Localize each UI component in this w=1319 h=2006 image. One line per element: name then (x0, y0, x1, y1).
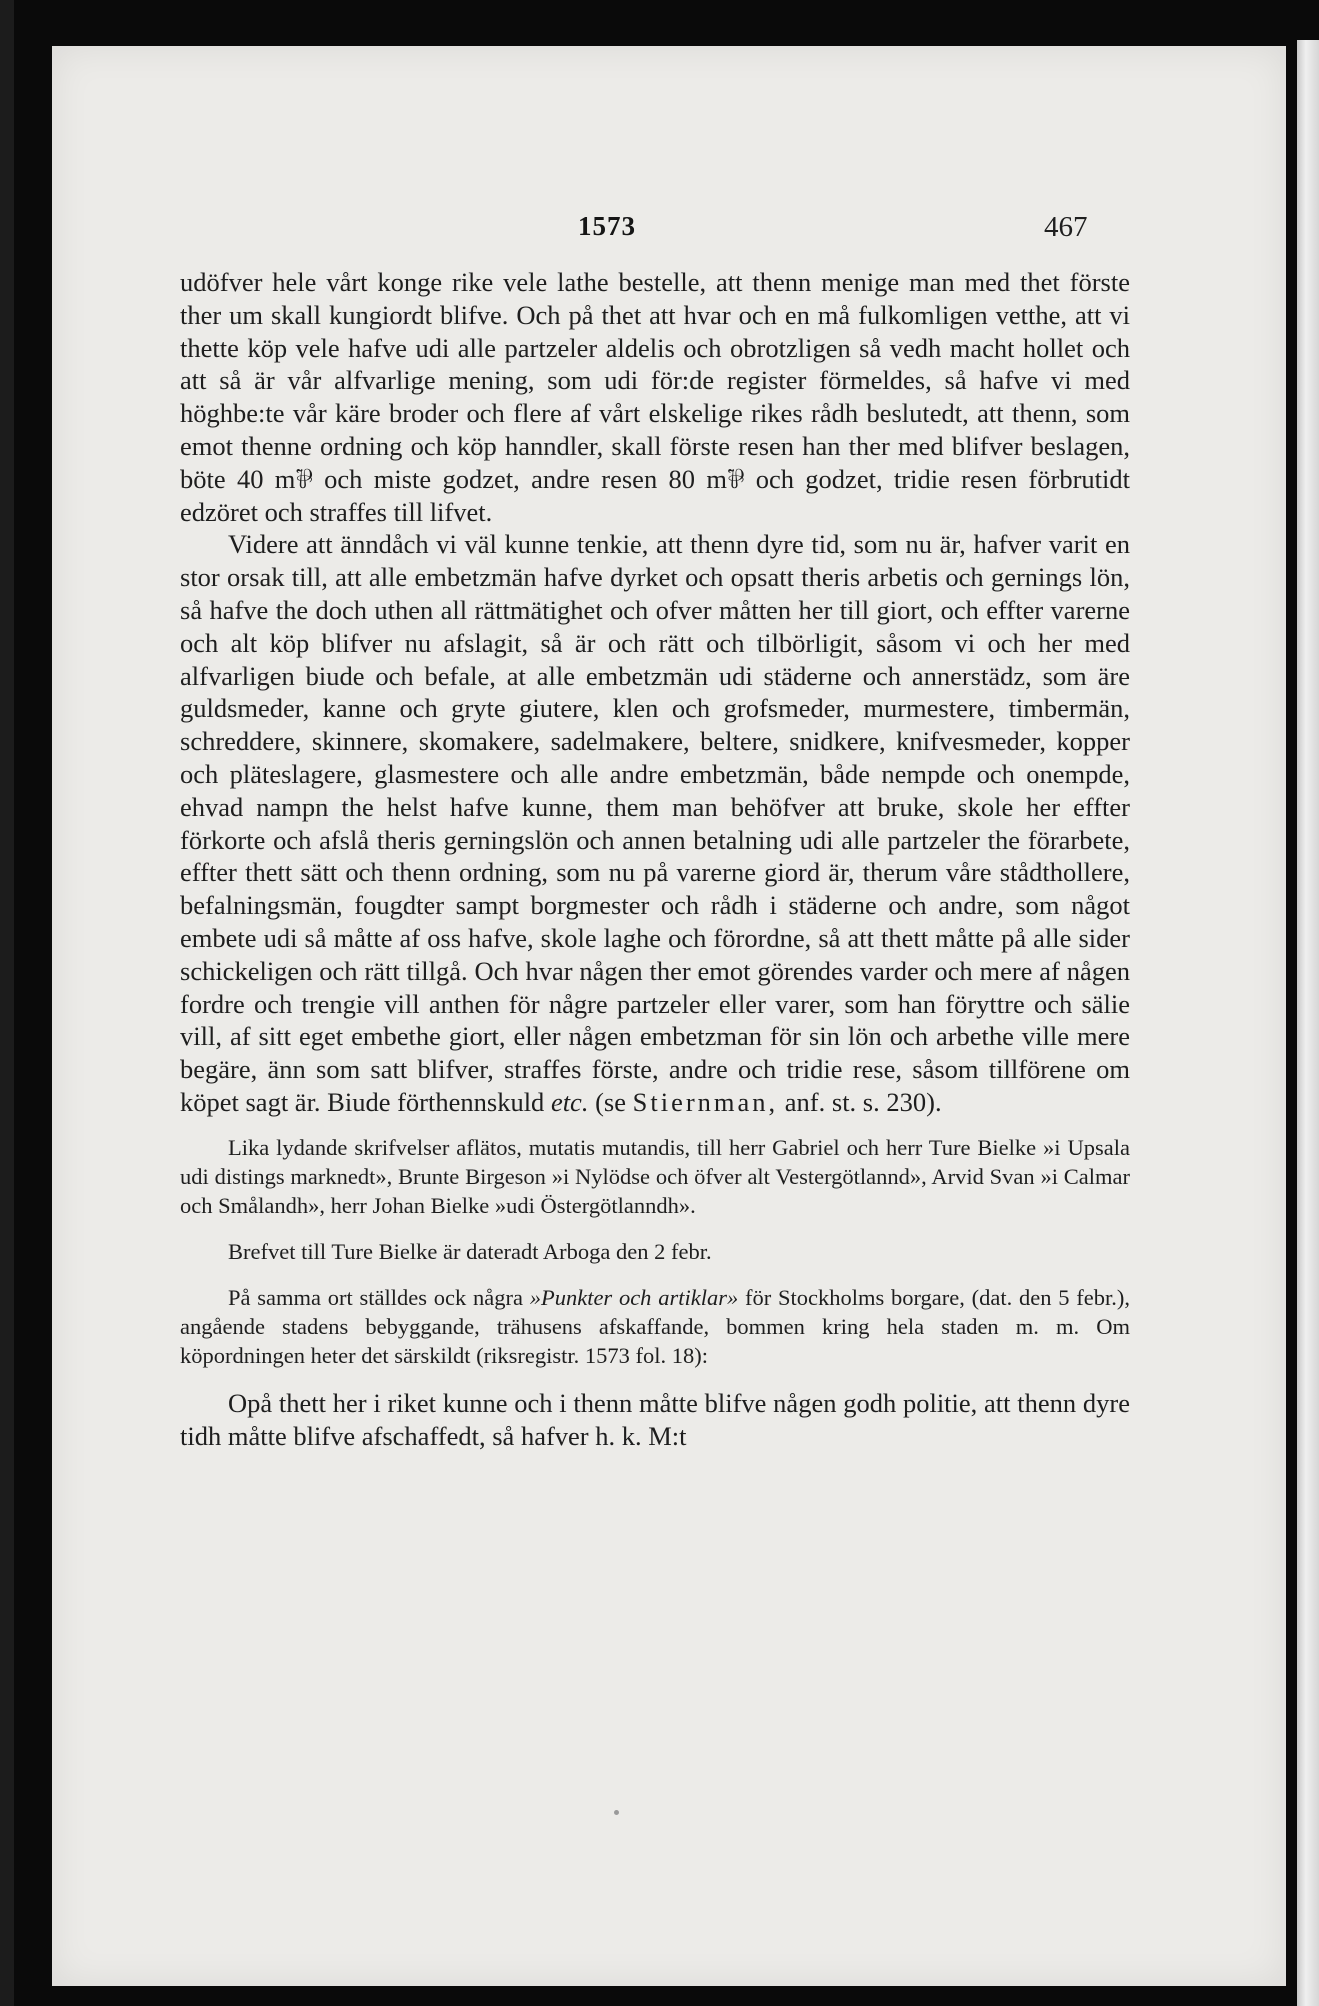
page-number: 467 (1044, 211, 1088, 243)
book-page (52, 46, 1286, 1986)
reference-citation: anf. st. s. 230). (778, 1086, 942, 1117)
paragraph-1: udöfver hele vårt konge rike vele lathe bestelle, att thenn menige man med thet förste ther um skall kungiordt blifve. Och på thet att hvar och en må fulkomligen vetthe, att vi thette köp vele hafve udi alle partzeler aldelis och obrotzligen så vedh macht hollet och att så är vår alfvarlige mening, som udi för:de register förmeldes, så hafve vi med höghbe:te vår käre broder och flere af vårt elskelige rikes rådh beslutedt, att thenn, som emot thenne ordning och köp hanndler, skall förste resen han ther med blifver beslagen, böte 40 m⅌ och miste godzet, andre resen 80 m⅌ och godzet, tridie resen förbrutidt edzöret och straffes till lifvet. (180, 267, 1130, 527)
note-3-title: »Punkter och artiklar» (529, 1284, 739, 1310)
page-text (180, 266, 1130, 1453)
quoted-text (180, 1387, 1130, 1453)
note-3-end: för Stockholms borgare, (dat. den 5 febr.), angående stadens bebyggande, trähusens afskaffande, bommen kring hela staden m. m. Om köpordningen heter det särskildt (riksregistr. 1573 fol. 18): (180, 1284, 1130, 1368)
page-year: 1573 (578, 211, 636, 241)
note-2: Brefvet till Ture Bielke är dateradt Arboga den 2 febr. (228, 1238, 712, 1264)
see-ref-open: (se (588, 1086, 633, 1117)
author-name: Stiernman, (632, 1086, 779, 1117)
editorial-notes (180, 1133, 1130, 1370)
note-1: Lika lydande skrifvelser aflätos, mutatis mutandis, till herr Gabriel och herr Ture Bielke »i Upsala udi distings marknedt», Brunte Birgeson »i Nylödse och öfver alt Vestergötlannd», Arvid Svan »i Calmar och Smålandh», herr Johan Bielke »udi Östergötlanndh». (180, 1134, 1130, 1218)
note-3 (180, 1283, 1130, 1370)
running-header (52, 211, 1286, 251)
book-spine-shadow (0, 0, 14, 2006)
quoted-paragraph: Opå thett her i riket kunne och i thenn måtte blifve någen godh politie, att thenn dyre tidh måtte blifve afschaffedt, så hafver h. k. M:t (180, 1387, 1130, 1451)
paragraph-2-body: Videre att änndåch vi väl kunne tenkie, att thenn dyre tid, som nu är, hafver varit en stor orsak till, att alle embetzmän hafve dyrket och opsatt theris arbetis och gernings lön, så hafve the doch uthen all rättmätighet och ofver måtten her till giort, och effter varerne och alt köp blifver nu afslagit, så är och rätt och tilbörligit, såsom vi och her med alfvarligen biude och befale, at alle embetzmän udi städerne och annerstädz, som äre guldsmeder, kanne och gryte giutere, klen och grofsmeder, murmestere, timbermän, schreddere, skinnere, skomakere, sadelmakere, beltere, snidkere, knifvesmeder, kopper och pläteslagere, glasmestere och alle andre embetzmän, både nempde och onempde, ehvad nampn the helst hafve kunne, them man behöfver att bruke, skole her effter förkorte och afslå theris gerningslön och annen betalning udi alle partzeler the förarbete, effter thett sätt och thenn ordning, som nu på varerne giord är, therum våre stådthollere, befalningsmän, fougdter sampt borgmester och rådh i städerne och andre, som något embete udi så måtte af oss hafve, skole laghe och förordne, så att thett måtte på alle sider schickeligen och rätt tillgå. Och hvar någen ther emot görendes varder och mere af någen fordre och trengie vill anthen för någre partzeler eller varer, som han föryttre och sälie vill, af sitt eget embethe giort, eller någen embetzman för sin lön och arbethe ville mere begäre, änn som satt blifver, straffes förste, andre och tridie rese, såsom tillförene om köpet sagt är. Biude förthennskuld (180, 529, 1130, 1117)
page-edge-right (1297, 40, 1319, 2006)
note-3-start: På samma ort ställdes ock några (228, 1284, 530, 1310)
paragraph-2 (180, 528, 1130, 1118)
etc-abbrev: etc. (550, 1086, 589, 1117)
paper-speck (614, 1810, 619, 1815)
main-text (180, 266, 1130, 1119)
